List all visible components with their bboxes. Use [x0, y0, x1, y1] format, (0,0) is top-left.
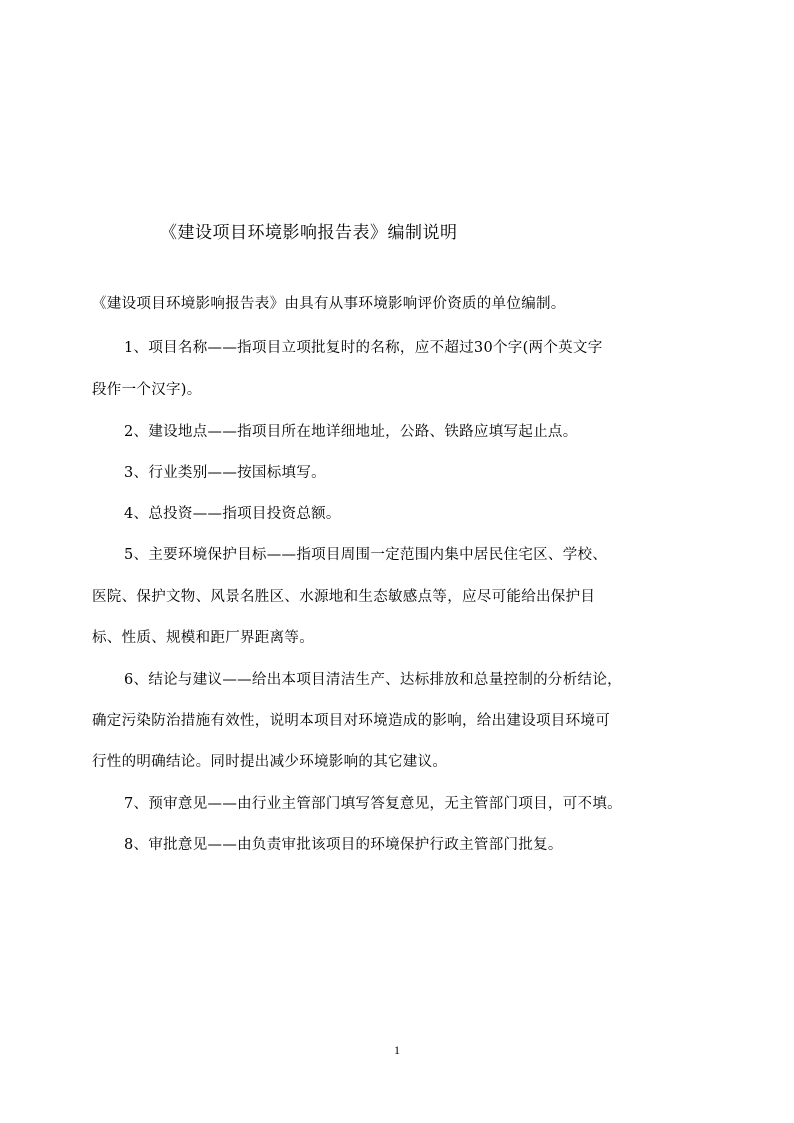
page-number: 1 — [394, 1043, 400, 1057]
item-6-line-1: 6、结论与建议——给出本项目清洁生产、达标排放和总量控制的分析结论， — [124, 672, 622, 688]
item-4: 4、总投资——指项目投资总额。 — [124, 506, 341, 522]
item-1-line-2: 段作一个汉字)。 — [92, 382, 202, 398]
item-8: 8、审批意见——由负责审批该项目的环境保护行政主管部门批复。 — [124, 837, 563, 853]
item-7: 7、预审意见——由行业主管部门填写答复意见，无主管部门项目，可不填。 — [124, 796, 622, 812]
item-6-line-2: 确定污染防治措施有效性，说明本项目对环境造成的影响，给出建设项目环境可 — [92, 713, 610, 729]
item-5-line-2: 医院、保护文物、风景名胜区、水源地和生态敏感点等，应尽可能给出保护目 — [92, 589, 596, 605]
item-3: 3、行业类别——按国标填写。 — [124, 465, 326, 481]
item-1-line-1: 1、项目名称——指项目立项批复时的名称，应不超过30个字(两个英文字 — [124, 340, 603, 356]
item-2: 2、建设地点——指项目所在地详细地址，公路、铁路应填写起止点。 — [124, 424, 578, 440]
intro-paragraph: 《建设项目环境影响报告表》由具有从事环境影响评价资质的单位编制。 — [92, 296, 566, 312]
item-6-line-3: 行性的明确结论。同时提出减少环境影响的其它建议。 — [92, 754, 448, 770]
item-5-line-3: 标、性质、规模和距厂界距离等。 — [92, 630, 314, 646]
item-5-line-1: 5、主要环境保护目标——指项目周围一定范围内集中居民住宅区、学校、 — [124, 547, 608, 563]
document-title: 《建设项目环境影响报告表》编制说明 — [160, 223, 458, 243]
